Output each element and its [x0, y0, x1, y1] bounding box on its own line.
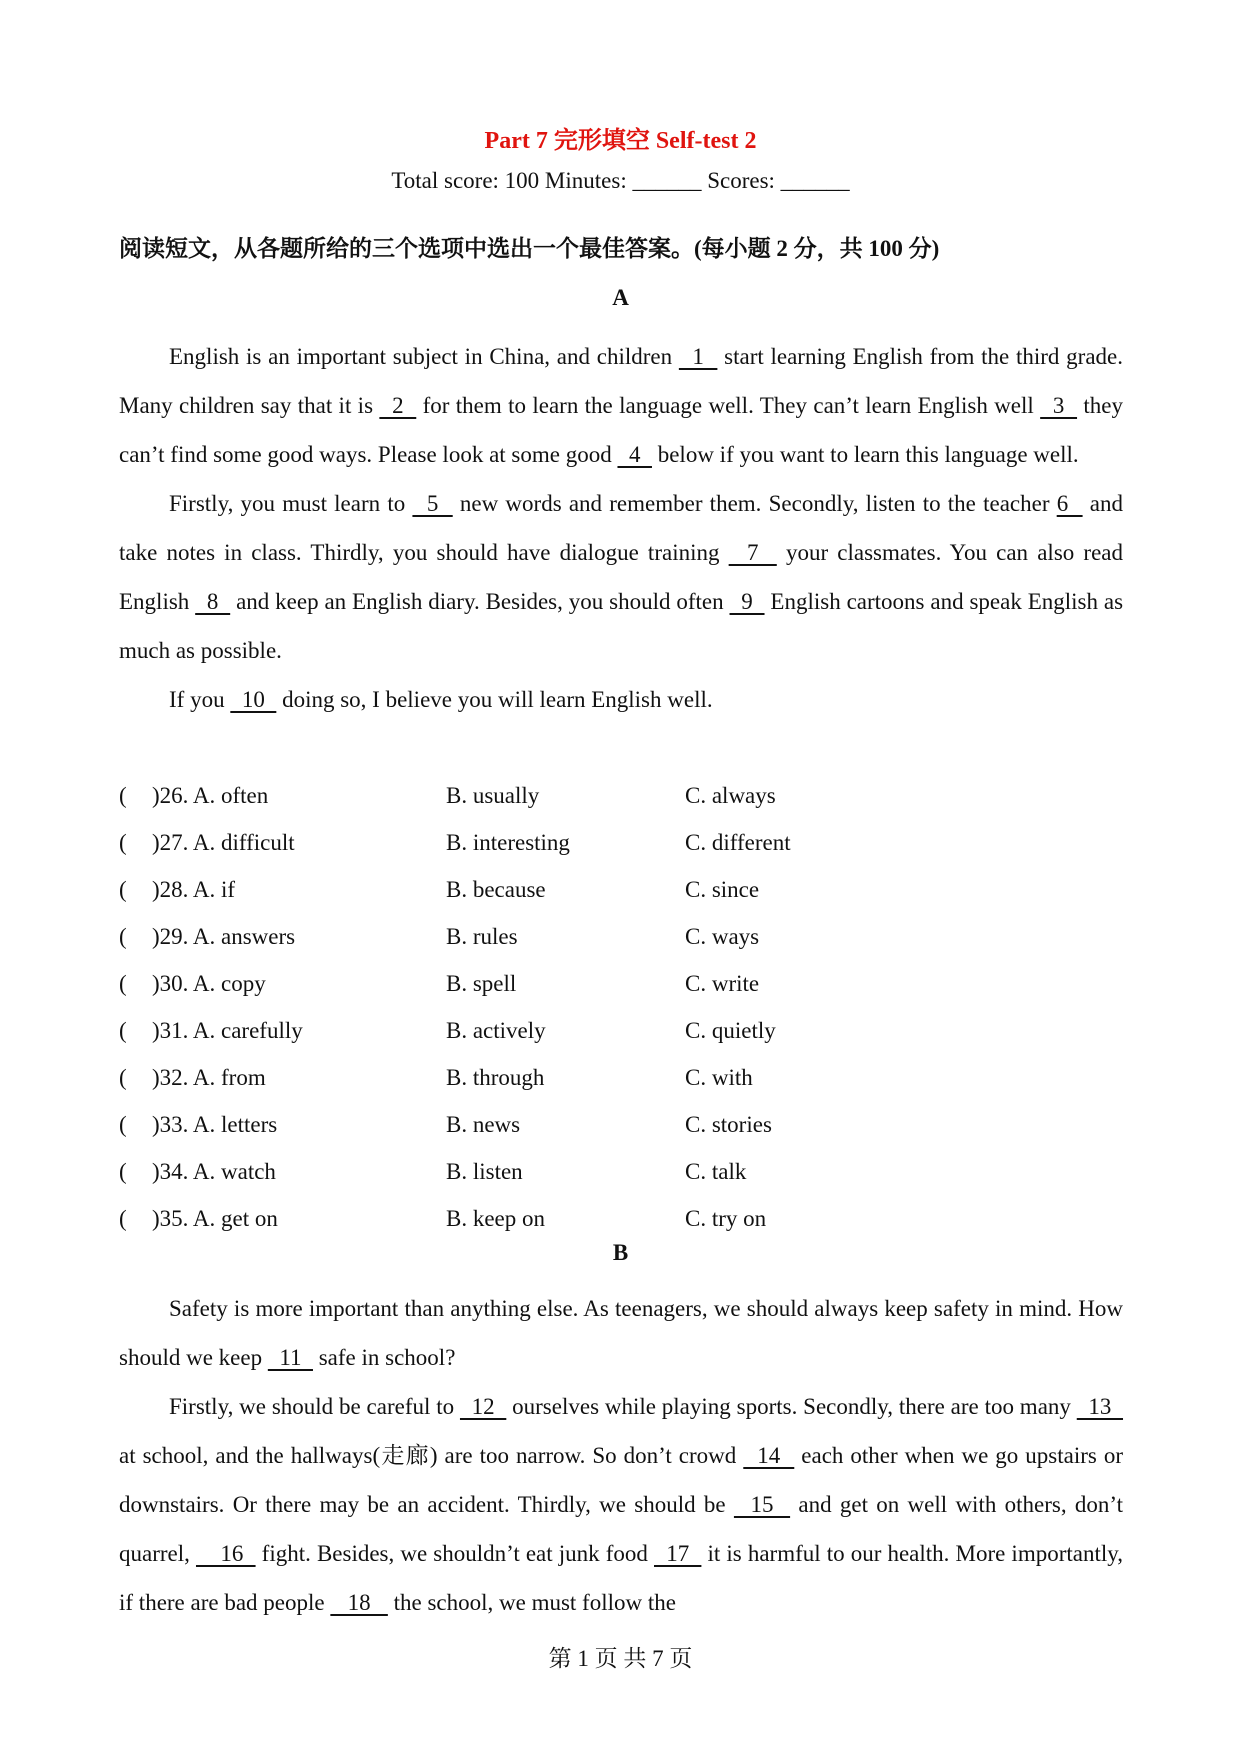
passage-text: Firstly, you must learn to — [169, 491, 413, 516]
question-option-c: C. always — [685, 783, 776, 808]
passage-text: English cartoons and speak English as much as possible. — [119, 589, 1124, 663]
cloze-blank: 9 — [729, 589, 765, 614]
question-option-c: C. talk — [685, 1159, 747, 1184]
question-option-c: C. different — [685, 830, 791, 855]
question-row — [119, 960, 1123, 1007]
passage-text: fight. Besides, we shouldn’t eat junk food — [255, 1541, 654, 1566]
question-option-a: )28. A. if — [152, 877, 236, 902]
question-option-c: C. since — [685, 877, 760, 902]
passage-text: new words and remember them. Secondly, listen to the teacher — [452, 491, 1057, 516]
passage-paragraph — [119, 1382, 1123, 1627]
passage-text: start learning English from the third grade. Many children say that it is — [119, 344, 1123, 418]
answer-paren: ( — [119, 971, 127, 996]
cloze-blank: 6 — [1056, 491, 1083, 516]
cloze-blank: 4 — [617, 442, 652, 467]
question-option-a: )30. A. copy — [152, 971, 266, 996]
question-row — [119, 772, 1123, 819]
page-title: Part 7 完形填空 Self-test 2 — [484, 128, 757, 154]
answer-paren: ( — [119, 924, 127, 949]
question-option-a: )32. A. from — [152, 1065, 266, 1090]
question-option-b: B. interesting — [446, 830, 570, 855]
passage-b — [119, 1284, 1123, 1627]
question-option-a: )26. A. often — [152, 783, 269, 808]
cloze-blank: 8 — [195, 589, 231, 614]
passage-text: for them to learn the language well. They can’t learn English well — [416, 393, 1041, 418]
question-option-c: C. quietly — [685, 1018, 776, 1043]
cloze-blank: 18 — [330, 1590, 388, 1615]
question-option-c: C. stories — [685, 1112, 772, 1137]
answer-paren: ( — [119, 1065, 127, 1090]
passage-text: the school, we must follow the — [387, 1590, 676, 1615]
question-option-a: )33. A. letters — [152, 1112, 278, 1137]
section-b-label: B — [612, 1240, 629, 1265]
passage-text: it is harmful to our health. More importantly, if there are bad people — [119, 1541, 1124, 1615]
passage-a — [119, 332, 1123, 724]
passage-text: doing so, I believe you will learn English well. — [276, 687, 713, 712]
passage-text: and get on well with others, don’t quarrel, — [119, 1492, 1124, 1566]
passage-paragraph — [119, 1284, 1123, 1382]
cloze-blank: 13 — [1076, 1394, 1124, 1419]
question-row — [119, 866, 1123, 913]
question-option-b: B. keep on — [446, 1206, 546, 1231]
answer-paren: ( — [119, 1112, 127, 1137]
question-option-a: )31. A. carefully — [152, 1018, 303, 1043]
question-option-b: B. news — [446, 1112, 521, 1137]
passage-text: and keep an English diary. Besides, you should often — [230, 589, 730, 614]
passage-paragraph — [119, 675, 1123, 724]
question-row — [119, 1007, 1123, 1054]
question-row — [119, 913, 1123, 960]
section-a-label: A — [612, 285, 629, 310]
passage-text: Safety is more important than anything else. As teenagers, we should always keep safety in mind. How should we keep — [119, 1296, 1123, 1370]
cloze-blank: 2 — [379, 393, 417, 418]
score-line: Total score: 100 Minutes: ______ Scores: ______ — [391, 168, 850, 193]
answer-paren: ( — [119, 877, 127, 902]
passage-text: Firstly, we should be careful to — [169, 1394, 460, 1419]
passage-text: and take notes in class. Thirdly, you should have dialogue training — [119, 491, 1124, 565]
question-row — [119, 1054, 1123, 1101]
cloze-blank: 3 — [1040, 393, 1078, 418]
passage-text: your classmates. You can also read English — [119, 540, 1124, 614]
instruction-text: 阅读短文，从各题所给的三个选项中选出一个最佳答案。(每小题 2 分，共 100 分) — [119, 236, 940, 261]
question-option-c: C. write — [685, 971, 760, 996]
cloze-blank: 16 — [195, 1541, 256, 1566]
answer-paren: ( — [119, 830, 127, 855]
passage-text: they can’t find some good ways. Please look at some good — [119, 393, 1123, 467]
passage-text: each other when we go upstairs or downstairs. Or there may be an accident. Thirdly, we should be — [119, 1443, 1124, 1517]
cloze-blank: 17 — [654, 1541, 702, 1566]
question-option-b: B. actively — [446, 1018, 546, 1043]
question-option-b: B. usually — [446, 783, 540, 808]
question-option-c: C. try on — [685, 1206, 767, 1231]
question-option-a: )34. A. watch — [152, 1159, 276, 1184]
page-footer: 第 1 页 共 7 页 — [548, 1646, 693, 1671]
answer-paren: ( — [119, 1159, 127, 1184]
question-option-b: B. rules — [446, 924, 518, 949]
question-list — [119, 772, 1123, 1242]
passage-text: safe in school? — [312, 1345, 456, 1370]
cloze-blank: 10 — [230, 687, 277, 712]
question-option-b: B. through — [446, 1065, 545, 1090]
question-row — [119, 819, 1123, 866]
cloze-blank: 14 — [743, 1443, 795, 1468]
answer-paren: ( — [119, 1206, 127, 1231]
question-option-a: )27. A. difficult — [152, 830, 295, 855]
passage-paragraph — [119, 332, 1123, 479]
cloze-blank: 15 — [733, 1492, 791, 1517]
question-row — [119, 1101, 1123, 1148]
passage-paragraph — [119, 479, 1123, 675]
answer-paren: ( — [119, 783, 127, 808]
question-row — [119, 1148, 1123, 1195]
question-option-b: B. because — [446, 877, 546, 902]
passage-text: below if you want to learn this language well. — [651, 442, 1079, 467]
passage-text: at school, and the hallways(走廊) are too narrow. So don’t crowd — [119, 1443, 744, 1468]
question-option-b: B. listen — [446, 1159, 523, 1184]
passage-text: ourselves while playing sports. Secondly, there are too many — [506, 1394, 1077, 1419]
answer-paren: ( — [119, 1018, 127, 1043]
cloze-blank: 7 — [728, 540, 777, 565]
cloze-blank: 5 — [412, 491, 453, 516]
question-option-a: )29. A. answers — [152, 924, 296, 949]
question-option-a: )35. A. get on — [152, 1206, 278, 1231]
cloze-blank: 11 — [267, 1345, 313, 1370]
cloze-blank: 1 — [678, 344, 718, 369]
question-option-c: C. ways — [685, 924, 760, 949]
question-option-b: B. spell — [446, 971, 517, 996]
question-option-c: C. with — [685, 1065, 753, 1090]
cloze-blank: 12 — [459, 1394, 507, 1419]
passage-text: If you — [169, 687, 231, 712]
question-row — [119, 1195, 1123, 1242]
passage-text: English is an important subject in China, and children — [169, 344, 679, 369]
